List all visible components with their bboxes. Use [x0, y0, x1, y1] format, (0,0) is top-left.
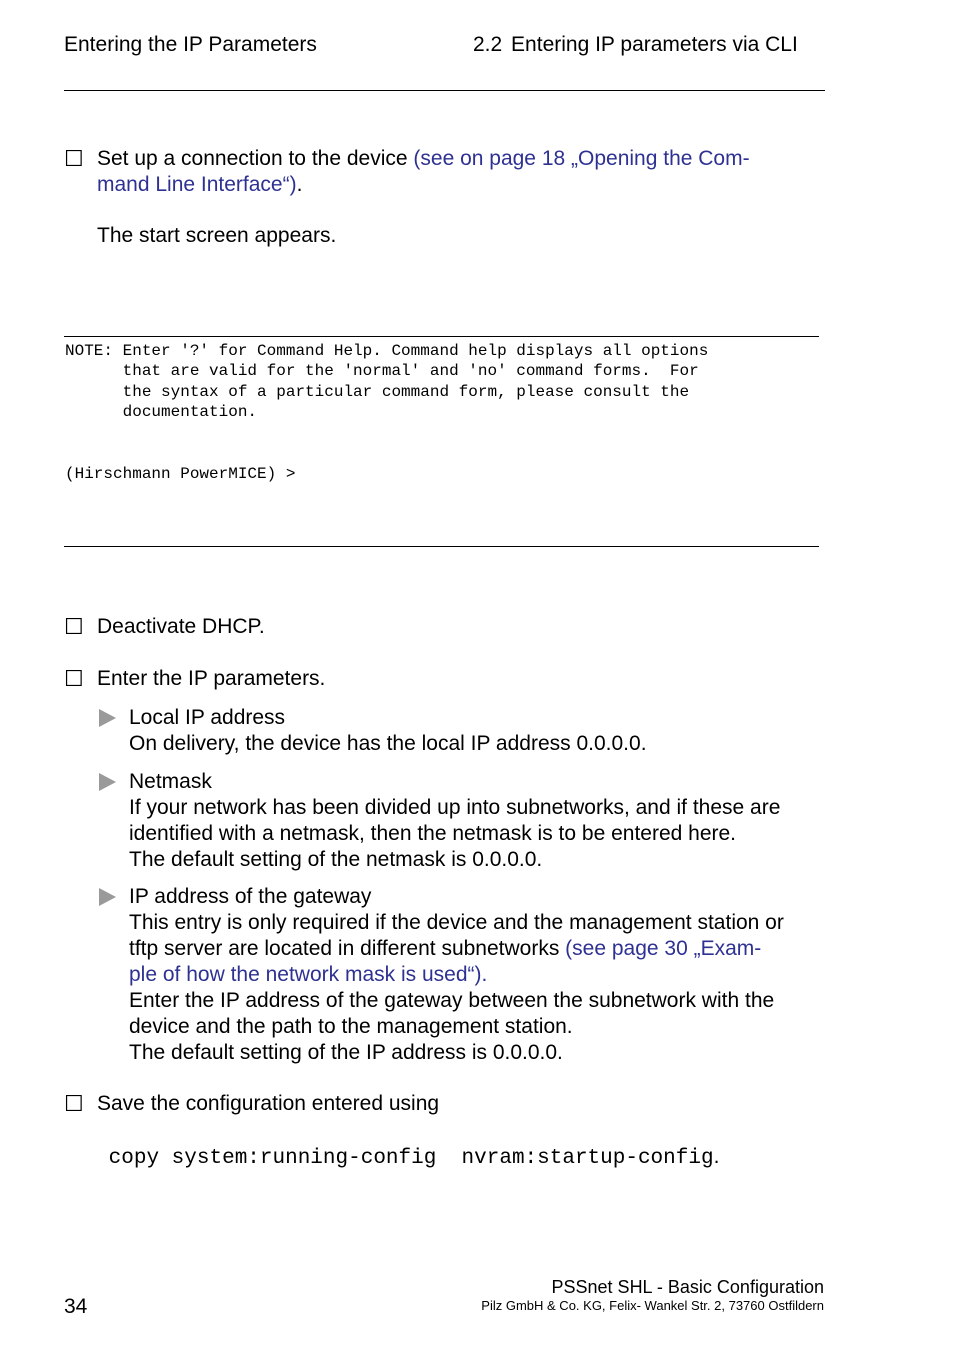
item-gateway — [129, 884, 829, 1066]
step-result-text: The start screen appears. — [97, 224, 337, 247]
terminal-note-line-1: NOTE: Enter '?' for Command Help. Command help displays all options — [65, 342, 709, 360]
page-reference-link-continued[interactable]: mand Line Interface“) — [97, 173, 297, 196]
item-title: Local IP address — [129, 706, 286, 729]
step-checkbox: ☐ — [64, 1091, 84, 1116]
item-description-line: This entry is only required if the device and the management station or — [129, 911, 784, 934]
period: . — [296, 173, 303, 196]
item-description-text: tftp server are located in different subnetworks — [129, 937, 566, 960]
page-number: 34 — [64, 1295, 88, 1318]
step-checkbox: ☐ — [64, 146, 84, 171]
step-set-up-connection — [97, 146, 817, 198]
item-description-line: The default setting of the netmask is 0.0.0.0. — [129, 848, 543, 871]
footer-company: Pilz GmbH & Co. KG, Felix- Wankel Str. 2, 73760 Ostfildern — [481, 1298, 824, 1313]
item-title: IP address of the gateway — [129, 885, 372, 908]
running-header-section — [473, 32, 798, 58]
terminal-top-rule — [64, 336, 819, 337]
section-title: Entering IP parameters via CLI — [511, 33, 798, 56]
page-reference-link[interactable]: (see on page 18 „Opening the Com- — [413, 147, 750, 170]
terminal-note-line-2: that are valid for the 'normal' and 'no' command forms. For — [65, 362, 699, 380]
terminal-bottom-rule — [64, 546, 819, 547]
page-reference-link[interactable]: (see page 30 „Exam- — [565, 937, 762, 960]
terminal-note-line-4: documentation. — [65, 403, 258, 421]
item-description-line: If your network has been divided up into subnetworks, and if these are — [129, 796, 781, 819]
step-checkbox: ☐ — [64, 614, 84, 639]
item-description-line: The default setting of the IP address is 0.0.0.0. — [129, 1041, 563, 1064]
step-enter-ip-parameters: Enter the IP parameters. — [97, 667, 326, 690]
running-header-chapter: Entering the IP Parameters — [64, 33, 317, 56]
terminal-note-line-3: the syntax of a particular command form, please consult the — [65, 383, 690, 401]
step-deactivate-dhcp: Deactivate DHCP. — [97, 615, 265, 638]
save-command-line — [97, 1118, 719, 1172]
period: . — [713, 1145, 720, 1168]
footer-product: PSSnet SHL - Basic Configuration — [551, 1277, 824, 1297]
step-text: Set up a connection to the device — [97, 147, 414, 170]
item-description: On delivery, the device has the local IP address 0.0.0.0. — [129, 732, 647, 755]
bullet-triangle-icon — [99, 888, 116, 906]
header-rule — [64, 90, 825, 91]
item-description-line: Enter the IP address of the gateway between the subnetwork with the — [129, 989, 775, 1012]
item-local-ip-address — [129, 705, 829, 757]
terminal-prompt: (Hirschmann PowerMICE) > — [65, 465, 296, 483]
step-checkbox: ☐ — [64, 666, 84, 691]
bullet-triangle-icon — [99, 773, 116, 791]
step-save-configuration: Save the configuration entered using — [97, 1092, 440, 1115]
section-number: 2.2 — [473, 33, 503, 56]
item-description-line: device and the path to the management station. — [129, 1015, 573, 1038]
save-command: copy system:running-config nvram:startup-config — [108, 1147, 714, 1170]
item-title: Netmask — [129, 770, 212, 793]
bullet-triangle-icon — [99, 709, 116, 727]
page-reference-link-continued[interactable]: ple of how the network mask is used“). — [129, 963, 488, 986]
item-description-line: identified with a netmask, then the netmask is to be entered here. — [129, 822, 737, 845]
item-netmask — [129, 769, 829, 873]
